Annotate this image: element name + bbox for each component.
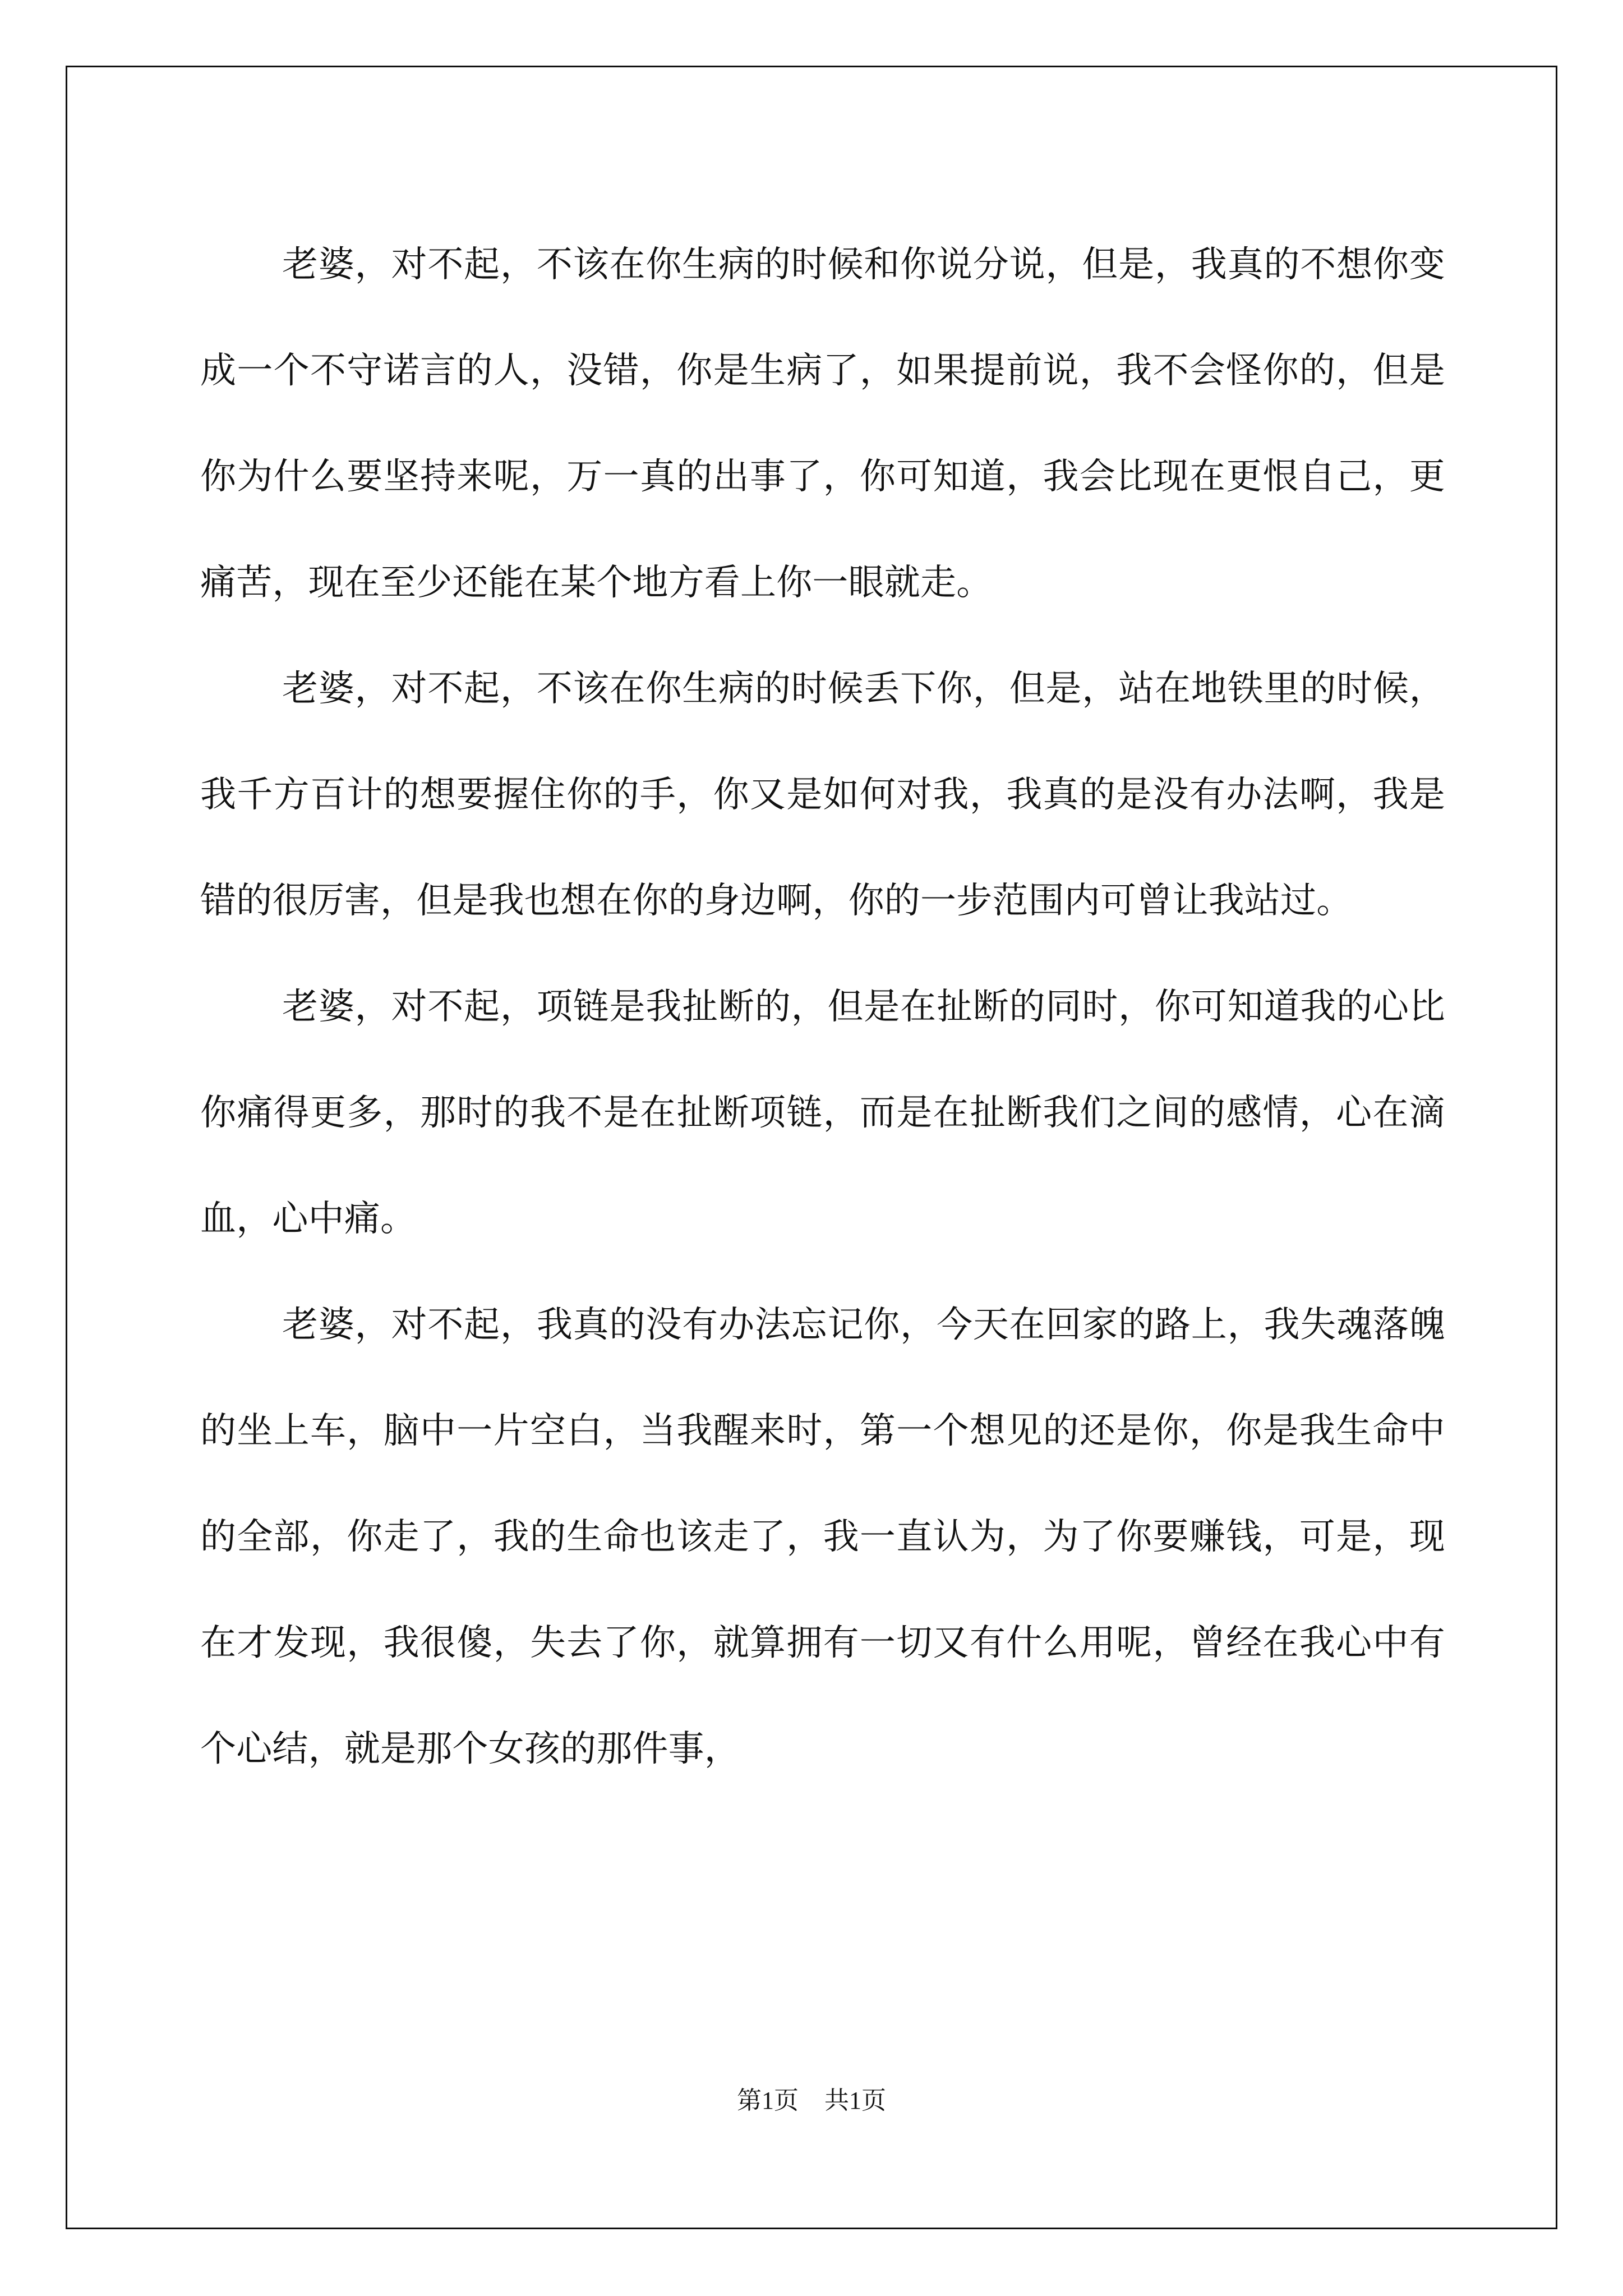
- document-body: [200, 212, 1445, 1802]
- paragraph-3: 老婆，对不起，项链是我扯断的，但是在扯断的同时，你可知道我的心比你痛得更多，那时的我不是在扯断项链，而是在扯断我们之间的感情，心在滴血，心中痛。: [200, 986, 1445, 1240]
- paragraph-2: 老婆，对不起，不该在你生病的时候丢下你，但是，站在地铁里的时候，我千方百计的想要握住你的手，你又是如何对我，我真的是没有办法啊，我是错的很厉害，但是我也想在你的身边啊，你的一步范围内可曾让我站过。: [200, 668, 1445, 922]
- page-number-total: 共1页: [824, 2087, 886, 2114]
- page-number-current: 第1页: [737, 2087, 799, 2114]
- page-footer: [0, 2084, 1623, 2118]
- paragraph-4: 老婆，对不起，我真的没有办法忘记你，今天在回家的路上，我失魂落魄的坐上车，脑中一片空白，当我醒来时，第一个想见的还是你，你是我生命中的全部，你走了，我的生命也该走了，我一直认为，为了你要赚钱，可是，现在才发现，我很傻，失去了你，就算拥有一切又有什么用呢，曾经在我心中有个心结，就是那个女孩的那件事，: [200, 1304, 1445, 1770]
- paragraph-1: 老婆，对不起，不该在你生病的时候和你说分说，但是，我真的不想你变成一个不守诺言的人，没错，你是生病了，如果提前说，我不会怪你的，但是你为什么要坚持来呢，万一真的出事了，你可知道，我会比现在更恨自己，更痛苦，现在至少还能在某个地方看上你一眼就走。: [200, 244, 1445, 604]
